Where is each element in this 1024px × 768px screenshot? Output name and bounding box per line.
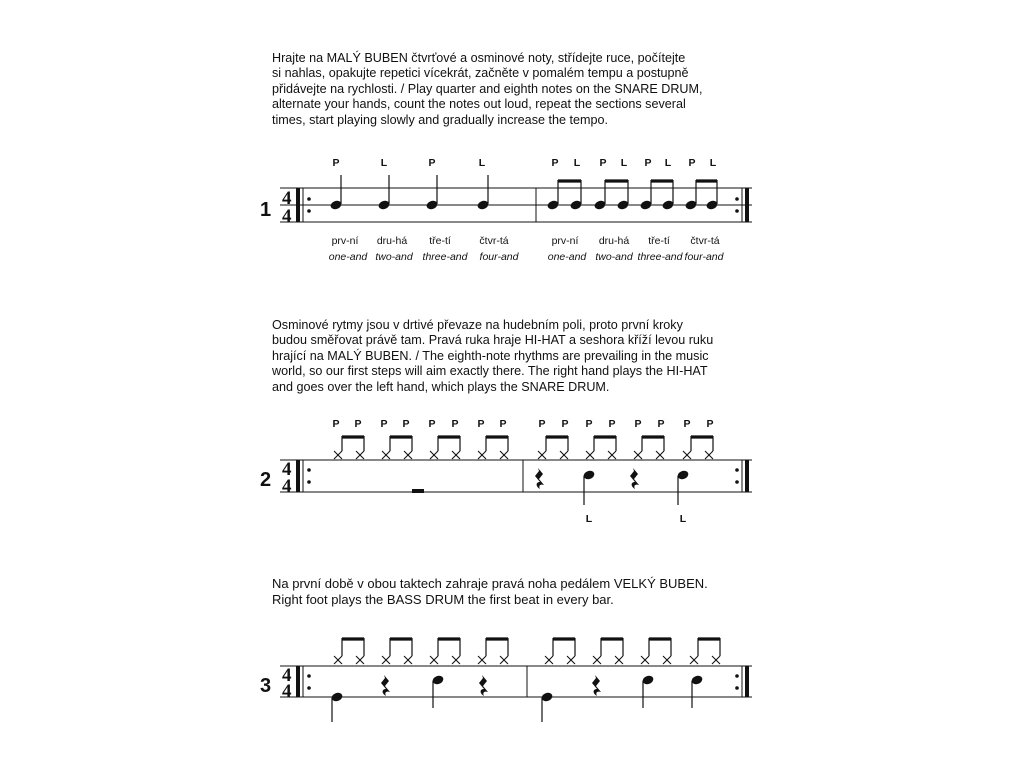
hi-hat-eighth-pair (593, 638, 623, 664)
count-label: four-and (479, 251, 519, 263)
text-line: Hrajte na MALÝ BUBEN čtvrťové a osminové noty, střídejte ruce, počítejte (272, 51, 686, 65)
staff-exercise-2 (280, 436, 752, 505)
count-label: prv-ní (331, 235, 359, 247)
hi-hat-pairs (334, 638, 720, 664)
hi-hat-eighth-pair (430, 436, 460, 459)
text-line: world, so our first steps will aim exactly there. The right hand plays the HI-HAT (272, 364, 708, 379)
quarter-note (377, 175, 390, 211)
repeat-dot (735, 480, 739, 484)
sticking-label: P (634, 418, 642, 430)
text-line: Right foot plays the BASS DRUM the first beat in every bar. (272, 592, 614, 607)
sticking-label: L (679, 513, 687, 525)
quarter-rest (479, 675, 488, 696)
sticking-label: P (706, 418, 714, 430)
snare-note (676, 469, 689, 505)
sticking-label: P (402, 418, 410, 430)
hi-hat-eighth-pair (382, 638, 412, 664)
repeat-start-thick-bar (296, 666, 300, 697)
quarter-note (329, 175, 342, 211)
text-line: hrající na MALÝ BUBEN. / The eighth-note rhythms are prevailing in the music (272, 348, 709, 363)
quarter-rest (630, 468, 639, 489)
sticking-label: L (585, 513, 593, 525)
hi-hat-eighth-pair (683, 436, 713, 459)
sticking-label: P (499, 418, 507, 430)
count-label: dru-há (376, 235, 408, 247)
staff-exercise-1 (280, 175, 752, 227)
text-line: and goes over the left hand, which plays the SNARE DRUM. (272, 379, 610, 394)
hi-hat-eighth-pair (634, 436, 664, 459)
text-line: times, start playing slowly and gradually increase the tempo. (272, 112, 608, 127)
sticking-label: P (538, 418, 546, 430)
text-line: Na první době v obou taktech zahraje pravá noha pedálem VELKÝ BUBEN. (272, 576, 708, 591)
snare-note (690, 674, 703, 708)
quarter-note (425, 175, 438, 211)
sticking-label: P (451, 418, 459, 430)
quarter-rest (535, 468, 544, 489)
count-label: one-and (328, 251, 368, 263)
quarter-note (476, 175, 489, 211)
sticking-label: P (428, 157, 436, 169)
time-signature-bottom: 4 (282, 476, 292, 497)
snare-note (431, 674, 444, 708)
sticking-label: L (664, 157, 672, 169)
count-label: two-and (595, 251, 633, 263)
sticking-label: P (477, 418, 485, 430)
count-label: dru-há (598, 235, 630, 247)
repeat-dot (307, 468, 311, 472)
hi-hat-eighth-pair (334, 638, 364, 664)
repeat-dot (307, 197, 311, 201)
sticking-label: P (332, 418, 340, 430)
hi-hat-eighth-pair (690, 638, 720, 664)
text-line: alternate your hands, count the notes out loud, repeat the sections several (272, 97, 686, 112)
hi-hat-eighth-pair (382, 436, 412, 459)
hi-hat-eighth-pair (545, 638, 575, 664)
repeat-dot (307, 686, 311, 690)
count-label: čtvr-tá (479, 235, 509, 247)
count-label: tře-tí (648, 235, 670, 247)
repeat-dot (735, 197, 739, 201)
hi-hat-eighth-pair (538, 436, 568, 459)
repeat-dot (735, 686, 739, 690)
eighth-note-pair (593, 180, 629, 211)
text-line: Osminové rytmy jsou v drtivé převaze na hudebním poli, proto první kroky (272, 318, 683, 332)
hi-hat-eighth-pair (641, 638, 671, 664)
repeat-dot (735, 468, 739, 472)
count-label: čtvr-tá (690, 235, 720, 247)
repeat-start-thick-bar (296, 188, 300, 222)
sticking-label: L (478, 157, 486, 169)
snare-note (641, 674, 654, 708)
sticking-label: P (354, 418, 362, 430)
count-label: four-and (684, 251, 724, 263)
count-label: tře-tí (429, 235, 451, 247)
snare-note (582, 469, 595, 505)
repeat-dot (307, 209, 311, 213)
exercise-number: 1 (260, 199, 272, 221)
hi-hat-pairs (334, 436, 713, 459)
sticking-label: L (709, 157, 717, 169)
hi-hat-eighth-pair (478, 436, 508, 459)
bass-drum-note (330, 691, 343, 722)
repeat-end-thick-bar (745, 666, 749, 697)
repeat-dot (735, 209, 739, 213)
count-label: prv-ní (551, 235, 579, 247)
time-signature-top: 4 (282, 459, 292, 480)
sticking-label: L (573, 157, 581, 169)
sticking-label: P (599, 157, 607, 169)
staff-exercise-3 (280, 638, 752, 722)
sticking-label: P (688, 157, 696, 169)
eighth-note-pair (546, 180, 582, 211)
repeat-end-thick-bar (745, 460, 749, 492)
repeat-dot (307, 674, 311, 678)
sticking-label: P (551, 157, 559, 169)
sticking-label: L (380, 157, 388, 169)
repeat-end-thick-bar (745, 188, 749, 222)
sticking-label: P (657, 418, 665, 430)
sticking-label: P (585, 418, 593, 430)
sticking-label: P (561, 418, 569, 430)
eighth-note-pair (684, 180, 718, 211)
quarter-rest (381, 675, 390, 696)
repeat-dot (735, 674, 739, 678)
hi-hat-eighth-pair (478, 638, 508, 664)
repeat-dot (307, 480, 311, 484)
sticking-label: P (683, 418, 691, 430)
quarter-rest (592, 675, 601, 696)
count-label: three-and (422, 251, 468, 263)
count-label: three-and (637, 251, 683, 263)
eighth-note-pair (639, 180, 674, 211)
count-label: one-and (547, 251, 587, 263)
exercise-number: 2 (260, 469, 272, 491)
time-signature-top: 4 (282, 665, 292, 686)
sticking-label: P (608, 418, 616, 430)
time-signature-bottom: 4 (282, 681, 292, 702)
text-line: budou směřovat právě tam. Pravá ruka hraje HI-HAT a seshora kříží levou ruku (272, 333, 714, 348)
count-label: two-and (375, 251, 413, 263)
text-line: si nahlas, opakujte repetici vícekrát, začněte v pomalém tempu a postupně (272, 66, 689, 81)
hi-hat-eighth-pair (430, 638, 460, 664)
sticking-label: P (644, 157, 652, 169)
sticking-label: P (332, 157, 340, 169)
exercise-number: 3 (260, 675, 272, 697)
time-signature-top: 4 (282, 188, 292, 209)
sticking-label: L (620, 157, 628, 169)
hi-hat-eighth-pair (334, 436, 364, 459)
sticking-label: P (380, 418, 388, 430)
text-line: přidávejte na rychlosti. / Play quarter and eighth notes on the SNARE DRUM, (272, 81, 703, 96)
repeat-start-thick-bar (296, 460, 300, 492)
time-signature-bottom: 4 (282, 206, 292, 227)
hi-hat-eighth-pair (586, 436, 616, 459)
whole-rest (412, 489, 424, 493)
bass-drum-note (540, 691, 553, 722)
sticking-label: P (428, 418, 436, 430)
